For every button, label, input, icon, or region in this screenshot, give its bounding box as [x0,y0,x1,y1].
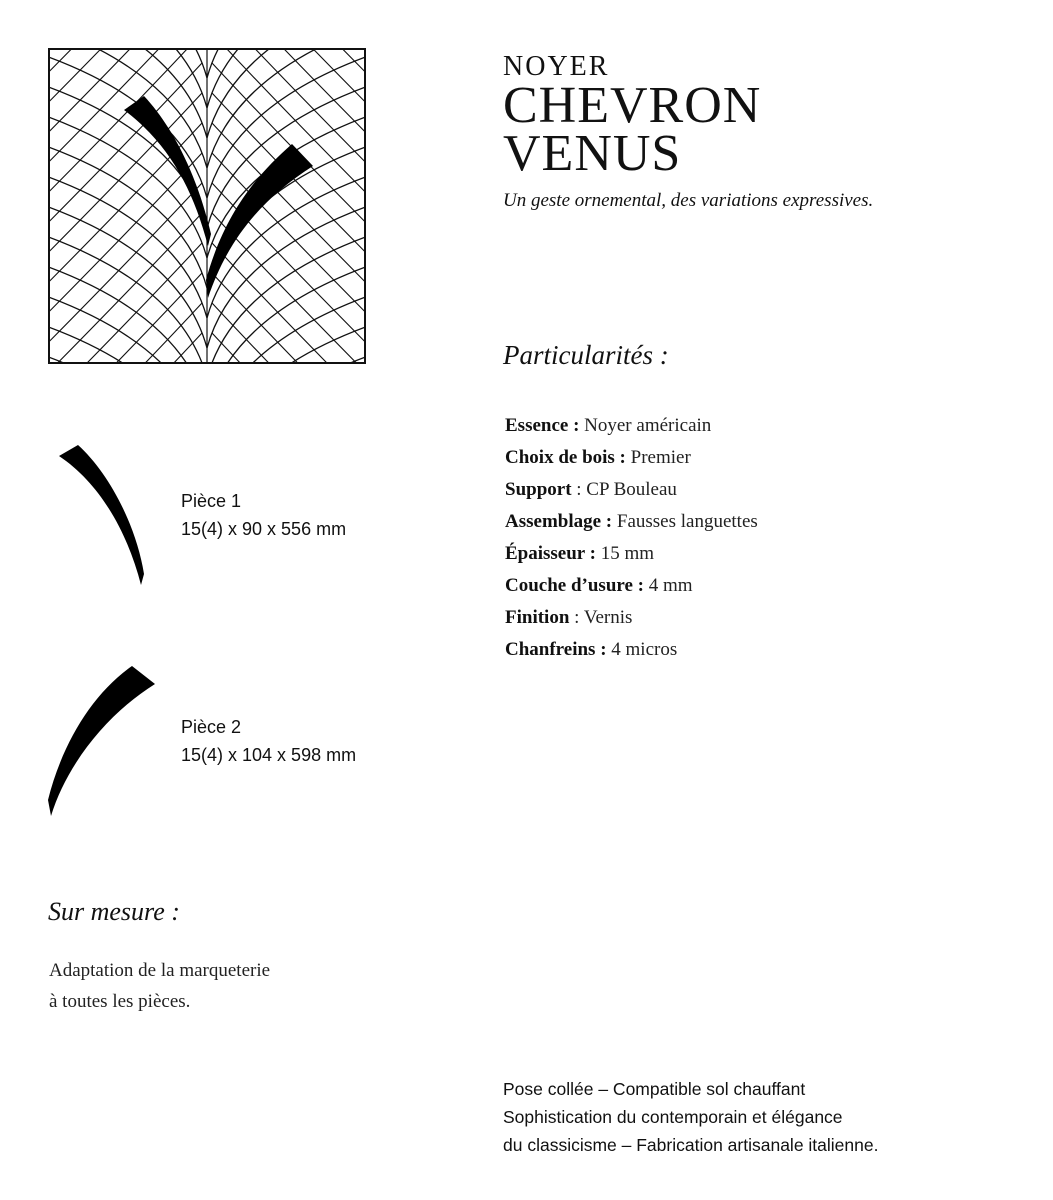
spec-key: Finition [505,607,570,628]
piece-2-info [181,713,356,769]
specs-heading: Particularités : [503,340,669,370]
curved-plank-left-icon [56,444,148,586]
curved-plank-right-icon [47,664,157,818]
footer-note [503,1075,878,1159]
product-tagline: Un geste ornemental, des variations expressives. [503,190,874,211]
custom-description [49,955,270,1017]
product-title-line-2: VENUS [503,125,682,182]
piece-1-dimensions: 15(4) x 90 x 556 mm [181,519,347,539]
spec-value: Fausses languettes [612,511,758,532]
spec-item-essence [505,410,758,442]
pattern-lines [48,48,366,364]
title-block [503,52,1023,212]
spec-item-couche-usure [505,570,758,602]
product-title-line-1: CHEVRON [503,77,762,134]
spec-value: : Vernis [569,607,633,628]
spec-key: Choix de bois : [505,447,626,468]
spec-item-finition [505,602,758,634]
spec-item-chanfreins [505,634,758,666]
spec-item-assemblage [505,506,758,538]
spec-key: Support [505,479,572,500]
spec-key: Chanfreins : [505,639,607,660]
spec-value: Noyer américain [579,415,712,436]
spec-item-support [505,474,758,506]
footer-line-2: Sophistication du contemporain et élégance [503,1107,843,1127]
spec-value: : CP Bouleau [571,479,677,500]
spec-value: 4 micros [606,639,678,660]
custom-line-1: Adaptation de la marqueterie [49,960,271,981]
chevron-pattern-svg [48,48,366,364]
spec-key: Couche d’usure : [505,575,644,596]
spec-value: 4 mm [644,575,693,596]
spec-key: Essence : [505,415,580,436]
spec-value: Premier [625,447,691,468]
piece-2-label: Pièce 2 [181,717,242,737]
piece-2-dimensions: 15(4) x 104 x 598 mm [181,745,357,765]
piece-1-info [181,487,346,543]
spec-item-choix-de-bois [505,442,758,474]
spec-value: 15 mm [595,543,655,564]
specs-list [505,410,758,666]
spec-item-epaisseur [505,538,758,570]
footer-line-3: du classicisme – Fabrication artisanale italienne. [503,1135,879,1155]
footer-line-1: Pose collée – Compatible sol chauffant [503,1079,806,1099]
custom-line-2: à toutes les pièces. [49,991,191,1012]
spec-key: Assemblage : [505,511,613,532]
custom-heading: Sur mesure : [48,897,180,926]
piece-1-label: Pièce 1 [181,491,242,511]
spec-key: Épaisseur : [505,543,596,564]
chevron-pattern-illustration [48,48,366,364]
product-eyebrow: NOYER [503,51,610,82]
